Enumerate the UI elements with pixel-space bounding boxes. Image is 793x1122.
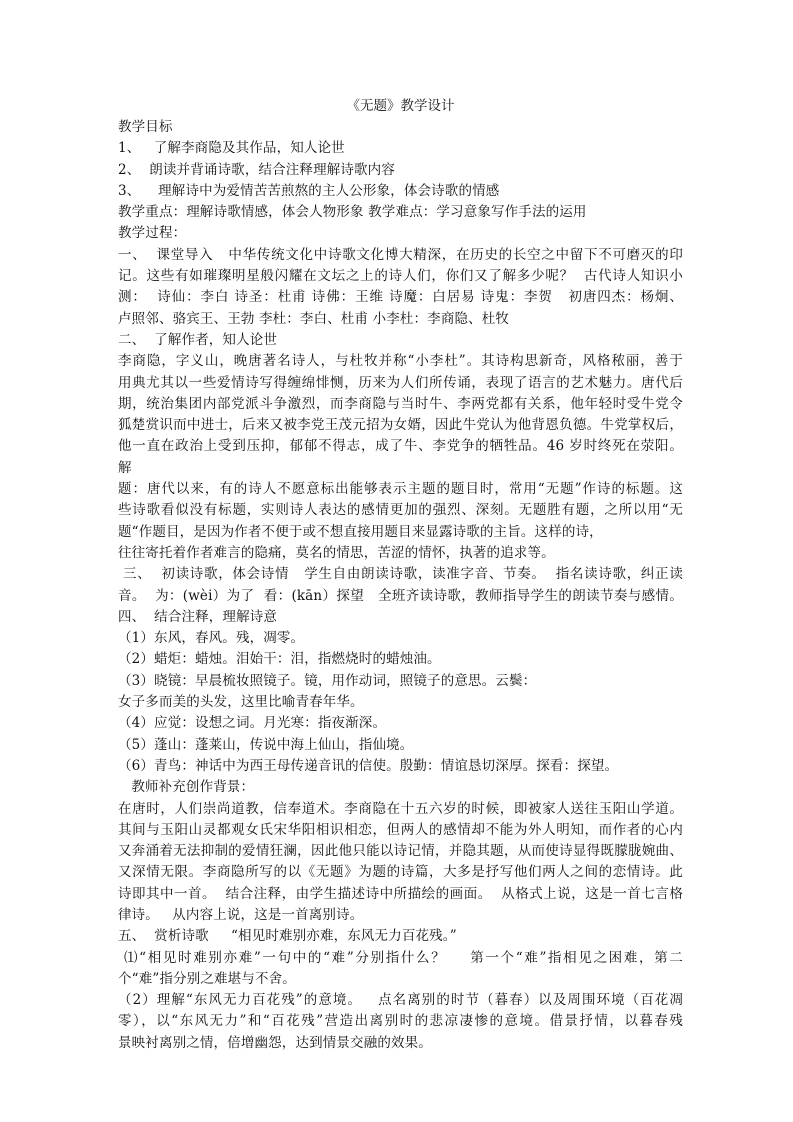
text-line: 他一直在政治上受到压抑，郁郁不得志，成了牛、李党争的牺牲品。46 岁时终死在荥阳。 解 [118, 438, 697, 476]
text-line: （2）蜡炬：蜡烛。泪始干：泪，指燃烧时的蜡烛油。 [118, 651, 441, 668]
text-line: 教师补充创作背景： [118, 779, 255, 796]
text-line: 测： 诗仙：李白 诗圣：杜甫 诗佛：王维 诗魔：白居易 诗鬼：李贺 初唐四杰：杨炯、 [118, 289, 683, 306]
text-line: 个“难”指分别之难堪与不舍。 [118, 970, 296, 987]
text-line: 教学目标 [118, 119, 173, 135]
text-line: 2、 朗读并背诵诗歌，结合注释理解诗歌内容 [118, 161, 395, 178]
text-line: 诗即其中一首。 结合注释，由学生描述诗中所描绘的画面。 从格式上说，这是一首七言格 [118, 885, 683, 902]
text-line: 狐楚赏识而中进士，后来又被李党王茂元招为女婿，因此牛党认为他背恩负德。牛党掌权后， [118, 417, 683, 434]
text-line: 用典尤其以一些爱情诗写得缠绵悱恻，历来为人们所传诵，表现了语言的艺术魅力。唐代后 [118, 374, 683, 391]
text-line: 四、 结合注释，理解诗意 [118, 608, 278, 625]
text-line: 三、 初读诗歌，体会诗情 学生自由朗读诗歌，读准字音、节奏。 指名读诗歌，纠正读 [118, 566, 683, 583]
text-line: （2）理解“东风无力百花残”的意境。 点名离别的时节（暮春）以及周围环境（百花凋 [118, 992, 683, 1009]
text-line: 往往寄托着作者难言的隐痛，莫名的情思，苦涩的情怀，执著的追求等。 [118, 544, 555, 561]
text-line: 律诗。 从内容上说，这是一首离别诗。 [118, 906, 364, 923]
text-line: 一、 课堂导入 中华传统文化中诗歌文化博大精深，在历史的长空之中留下不可磨灭的印 [118, 246, 683, 263]
text-line: 题“作题目，是因为作者不便于或不想直接用题目来显露诗歌的主旨。这样的诗， [118, 523, 603, 540]
text-line: 题：唐代以来，有的诗人不愿意标出能够表示主题的题目时，常用“无题”作诗的标题。这 [118, 481, 683, 498]
text-line: 又奔涌着无法抑制的爱情狂澜，因此他只能以诗记情，并隐其题，从而使诗显得既朦胧婉曲、 [118, 843, 683, 860]
text-line: 1、 了解李商隐及其作品，知人论世 [118, 140, 345, 157]
text-line: （5）蓬山：蓬莱山，传说中海上仙山，指仙境。 [118, 736, 414, 753]
text-line: 又深情无限。李商隐所写的以《无题》为题的诗篇，大多是抒写他们两人之间的恋情诗。此 [118, 864, 683, 881]
text-line: 音。 为：(wèi）为了 看：(kān）探望 全班齐读诗歌，教师指导学生的朗读节奏与感情。 [118, 587, 683, 604]
text-line: 卢照邻、骆宾王、王勃 李杜：李白、杜甫 小李杜：李商隐、杜牧 [118, 310, 510, 327]
document-title: 《无题》教学设计 [346, 98, 455, 114]
document-page [118, 97, 697, 1054]
text-line: ⑴“相见时难别亦难”一句中的“难”分别指什么？ 第一个“难”指相见之困难，第二 [118, 949, 683, 966]
text-line: 李商隐，字义山，晚唐著名诗人，与杜牧并称“小李杜”。其诗构思新奇，风格秾丽，善于 [118, 353, 683, 370]
text-line: 教学重点：理解诗歌情感，体会人物形象 教学难点：学习意象写作手法的运用 [118, 204, 587, 221]
text-line: （3）晓镜：早晨梳妆照镜子。镜，用作动词，照镜子的意思。云鬓： [118, 672, 537, 689]
text-line: 记。这些有如璀璨明星般闪耀在文坛之上的诗人们，你们又了解多少呢？ 古代诗人知识小 [118, 268, 683, 285]
text-line: 在唐时，人们崇尚道教，信奉道术。李商隐在十五六岁的时候，即被家人送往玉阳山学道。 [118, 800, 683, 817]
text-line: 景映衬离别之情，倍增幽怨，达到情景交融的效果。 [118, 1034, 432, 1051]
text-line: 其间与玉阳山灵都观女氏宋华阳相识相恋，但两人的感情却不能为外人明知，而作者的心内 [118, 821, 683, 838]
text-line: 女子多而美的头发，这里比喻青春年华。 [118, 694, 364, 711]
text-line: （1）东风，春风。残，凋零。 [118, 630, 305, 647]
text-line: （4）应觉：设想之词。月光寒：指夜渐深。 [118, 715, 387, 732]
text-line: 3、 理解诗中为爱情苦苦煎熬的主人公形象，体会诗歌的情感 [118, 182, 500, 199]
text-line: 些诗歌看似没有标题，实则诗人表达的感情更加的强烈、深刻。无题胜有题，之所以用“无 [118, 502, 683, 519]
text-line: 二、 了解作者，知人论世 [118, 331, 278, 348]
text-line: 五、 赏析诗歌 “相见时难别亦难，东风无力百花残。” [118, 928, 457, 945]
text-line: 零），以“东风无力”和“百花残”营造出离别时的悲凉凄惨的意境。借景抒情，以暮春残 [118, 1013, 683, 1030]
text-line: 期，统治集团内部党派斗争激烈，而李商隐与当时牛、李两党都有关系，他年轻时受牛党令 [118, 395, 683, 412]
text-line: 教学过程： [118, 225, 187, 242]
document-body [118, 117, 697, 1054]
text-line: （6）青鸟：神话中为西王母传递音讯的信使。殷勤：情谊恳切深厚。探看：探望。 [118, 757, 619, 774]
